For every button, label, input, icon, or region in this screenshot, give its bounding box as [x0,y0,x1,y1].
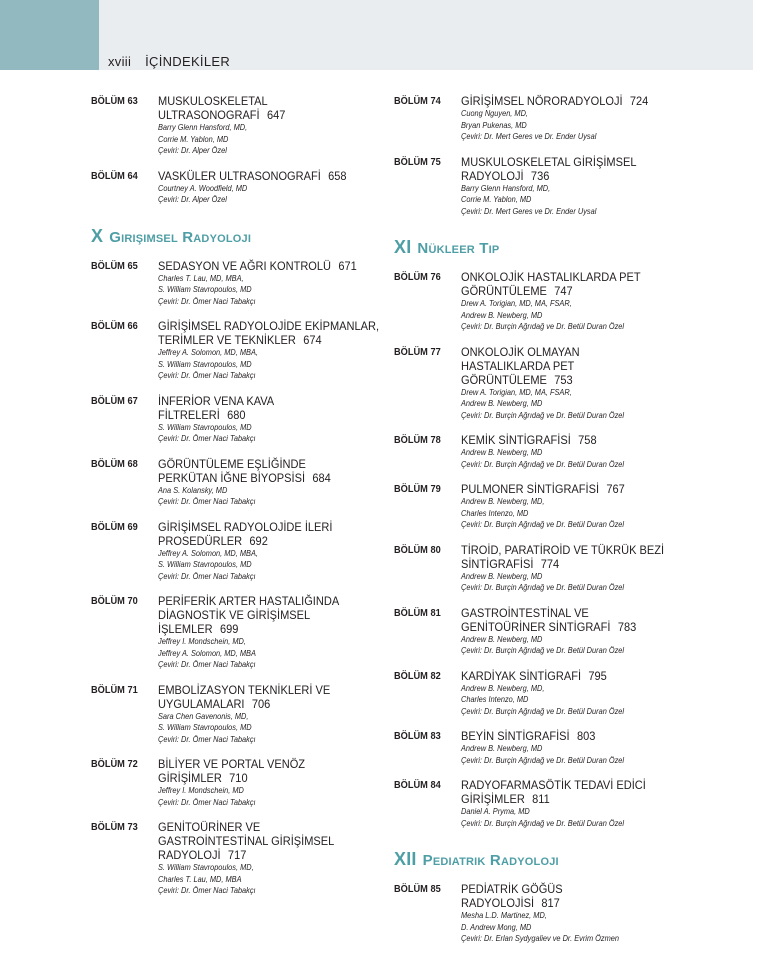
chapter-author: Mesha L.D. Martinez, MD, [461,910,547,920]
chapter-title [158,683,389,711]
chapter-title [461,270,692,298]
chapter-author: Cuong Nguyen, MD, [461,108,528,118]
chapter-title-line: PROSEDÜRLER [158,533,243,548]
chapter-title [158,820,389,862]
chapter-label: BÖLÜM 63 [91,95,138,107]
chapter-title-line: GİRİŞİMLER [461,792,525,806]
chapter-title-line: RADYOLOJİSİ [461,896,535,910]
chapter-author: Çeviri: Dr. Burçin Ağrıdağ ve Dr. Betül Duran Özel [461,754,625,765]
toc-entry [394,543,694,594]
toc-entry [394,778,694,829]
chapter-title-line: UYGULAMALARI [158,696,245,711]
chapter-author: Çeviri: Dr. Ömer Naci Tabakçı [158,659,256,669]
chapter-author: Çeviri: Dr. Ömer Naci Tabakçı [158,370,256,380]
chapter-label: BÖLÜM 70 [91,595,138,607]
chapter-title-line: GASTROİNTESTİNAL VE [461,605,589,620]
chapter-author: Barry Glenn Hansford, MD, [461,182,551,193]
chapter-title-line: DİAGNOSTİK VE GİRİŞİMSEL [158,608,311,622]
chapter-label: BÖLÜM 69 [91,520,138,533]
toc-entry [91,820,391,897]
chapter-page: 758 [578,433,597,447]
chapter-author: Andrew B. Newberg, MD [461,447,543,457]
chapter-author: S. William Stavropoulos, MD, [158,862,254,872]
toc-entry [91,594,391,671]
toc-entry [394,669,694,718]
chapter-title [461,669,692,683]
chapter-author: Ana S. Kolansky, MD [158,484,228,495]
chapter-author: Andrew B. Newberg, MD [461,743,543,753]
chapter-title-line: RADYOLOJİ [158,848,221,862]
chapter-author: Çeviri: Dr. Burçin Ağrıdağ ve Dr. Betül Duran Özel [461,458,625,469]
chapter-label: BÖLÜM 67 [91,394,138,407]
chapter-page: 767 [606,482,625,496]
chapter-title [158,520,389,548]
chapter-title-line: RADYOLOJİ [461,168,524,183]
chapter-title-line: MUSKULOSKELETAL [158,94,268,108]
chapter-title [158,319,389,347]
right-column [394,94,694,957]
chapter-author: Çeviri: Dr. Mert Geres ve Dr. Ender Uysal [461,131,597,141]
chapter-title-line: GİRİŞİMSEL RADYOLOJİDE EKİPMANLAR, [158,319,380,333]
chapter-label: BÖLÜM 84 [394,779,441,791]
chapter-author: Çeviri: Dr. Burçin Ağrıdağ ve Dr. Betül Duran Özel [461,645,625,655]
chapter-title [461,482,692,496]
chapter-title-line: GENİTOÜRİNER VE [158,820,261,834]
chapter-title [158,259,389,273]
chapter-title-line: RADYOFARMASÖTİK TEDAVİ EDİCİ [461,778,646,792]
chapter-title-line: EMBOLİZASYON TEKNİKLERİ VE [158,682,331,697]
chapter-title [461,543,692,571]
toc-entry [394,433,694,470]
chapter-title-line: TİROİD, PARATİROİD VE TÜKRÜK BEZİ [461,542,665,557]
chapter-label: BÖLÜM 73 [91,821,138,833]
chapter-author: Jeffrey A. Solomon, MD, MBA, [158,547,258,558]
chapter-title-line: PEDİATRİK GÖĞÜS [461,882,563,896]
chapter-title [461,345,692,387]
chapter-label: BÖLÜM 72 [91,758,138,770]
chapter-page: 647 [266,108,286,122]
chapter-page: 717 [227,848,247,862]
chapter-page: 692 [249,533,268,548]
toc-entry [394,482,694,531]
chapter-page: 674 [303,333,322,347]
chapter-title [158,457,389,485]
left-column [91,94,391,909]
chapter-title-line: İNFERİOR VENA KAVA [158,393,275,408]
chapter-title-line: PERİFERİK ARTER HASTALIĞINDA [158,594,340,608]
chapter-title-line: GİRİŞİMSEL RADYOLOJİDE İLERİ [158,519,333,534]
chapter-author: Drew A. Torigian, MD, MA, FSAR, [461,386,572,397]
toc-entry [91,457,391,508]
chapter-title-line: GASTROİNTESTİNAL GİRİŞİMSEL [158,834,335,848]
chapter-title-line: ONKOLOJİK HASTALIKLARDA PET [461,270,641,284]
chapter-page: 710 [229,771,248,785]
chapter-author: Çeviri: Dr. Mert Geres ve Dr. Ender Uysal [461,205,597,216]
chapter-author: Andrew B. Newberg, MD [461,309,543,320]
chapter-label: BÖLÜM 75 [394,155,441,168]
chapter-author: Çeviri: Dr. Erlan Sydygaliev ve Dr. Evrim Özmen [461,933,619,943]
chapter-author: Çeviri: Dr. Ömer Naci Tabakçı [158,496,256,506]
chapter-label: BÖLÜM 82 [394,669,441,682]
chapter-author: Andrew B. Newberg, MD [461,570,543,581]
chapter-title [461,778,692,806]
chapter-author: S. William Stavropoulos, MD [158,722,252,732]
toc-entry [394,882,694,945]
chapter-title [158,594,389,636]
chapter-page: 811 [532,792,550,806]
chapter-label: BÖLÜM 71 [91,683,138,696]
chapter-title-line: MUSKULOSKELETAL GİRİŞİMSEL [461,154,637,169]
toc-entry [91,319,391,382]
chapter-title-line: KEMİK SİNTİGRAFİSİ [461,433,571,447]
section-title: Nükleer Tip [417,240,500,257]
chapter-author: Çeviri: Dr. Ömer Naci Tabakçı [158,885,256,895]
chapter-title-line: BEYİN SİNTİGRAFİSİ [461,729,570,743]
toc-entry [91,169,391,206]
chapter-label: BÖLÜM 66 [91,320,138,332]
toc-entry [394,606,694,657]
chapter-title-line: VASKÜLER ULTRASONOGRAFİ [158,168,321,183]
chapter-author: Corrie M. Yablon, MD [158,133,229,144]
chapter-author: Çeviri: Dr. Ömer Naci Tabakçı [158,433,256,443]
chapter-author: S. William Stavropoulos, MD [158,559,252,569]
toc-entry [394,345,694,422]
toc-entry [91,394,391,445]
page-number: xviii [108,54,132,69]
chapter-page: 803 [576,729,596,743]
chapter-author: Jeffrey I. Mondschein, MD [158,785,244,795]
chapter-author: Charles Intenzo, MD [461,507,529,518]
chapter-page: 736 [530,168,550,183]
toc-entry [91,520,391,583]
chapter-author: S. William Stavropoulos, MD [158,421,252,432]
section-title: Girişimsel Radyoloji [109,228,252,246]
chapter-label: BÖLÜM 77 [394,345,441,358]
chapter-page: 680 [227,407,246,422]
chapter-title [461,433,692,447]
chapter-author: Barry Glenn Hansford, MD, [158,122,248,132]
chapter-author: Çeviri: Dr. Burçin Ağrıdağ ve Dr. Betül Duran Özel [461,582,625,592]
chapter-title [461,882,692,910]
chapter-author: Çeviri: Dr. Ömer Naci Tabakçı [158,295,256,306]
chapter-page: 747 [554,284,573,298]
chapter-author: Charles Intenzo, MD [461,694,529,704]
chapter-label: BÖLÜM 80 [394,543,441,556]
section-heading [91,226,391,247]
chapter-title [158,394,389,422]
chapter-author: Bryan Pukenas, MD [461,119,527,130]
chapter-label: BÖLÜM 68 [91,457,138,470]
chapter-title-line: GENİTOÜRİNER SİNTİGRAFİ [461,619,611,634]
toc-entry [394,270,694,333]
chapter-title-line: GÖRÜNTÜLEME [461,284,547,298]
chapter-label: BÖLÜM 83 [394,730,441,742]
chapter-author: D. Andrew Mong, MD [461,921,532,932]
chapter-author: Daniel A. Pryma, MD [461,806,530,816]
chapter-page: 706 [251,696,271,711]
chapter-label: BÖLÜM 64 [91,169,138,182]
chapter-title-line: KARDİYAK SİNTİGRAFİ [461,668,582,683]
chapter-title-line: FİLTRELERİ [158,407,220,422]
chapter-author: Drew A. Torigian, MD, MA, FSAR, [461,298,572,308]
toc-entry [91,683,391,746]
chapter-author: Charles T. Lau, MD, MBA [158,873,242,884]
chapter-page: 817 [541,896,560,910]
chapter-author: Çeviri: Dr. Burçin Ağrıdağ ve Dr. Betül Duran Özel [461,519,625,529]
chapter-title-line: SEDASYON VE AĞRI KONTROLÜ [158,258,332,273]
header-tab [0,0,99,70]
chapter-author: Andrew B. Newberg, MD, [461,682,545,693]
section-number: X [91,225,104,246]
chapter-author: Çeviri: Dr. Ömer Naci Tabakçı [158,733,256,744]
chapter-title-line: ULTRASONOGRAFİ [158,108,260,122]
section-heading [394,237,694,258]
chapter-label: BÖLÜM 85 [394,883,441,895]
chapter-page: 753 [554,372,573,387]
chapter-author: Jeffrey A. Solomon, MD, MBA [158,647,256,658]
page-title: İÇİNDEKİLER [145,54,231,69]
chapter-author: S. William Stavropoulos, MD [158,284,252,294]
chapter-author: Çeviri: Dr. Burçin Ağrıdağ ve Dr. Betül Duran Özel [461,817,625,828]
chapter-title [158,94,389,122]
chapter-author: Jeffrey A. Solomon, MD, MBA, [158,347,258,357]
chapter-title-line: GÖRÜNTÜLEME EŞLİĞİNDE [158,456,306,471]
chapter-page: 684 [312,470,331,485]
chapter-author: Çeviri: Dr. Burçin Ağrıdağ ve Dr. Betül Duran Özel [461,409,625,420]
chapter-title [461,606,692,634]
chapter-author: Jeffrey I. Mondschein, MD, [158,636,246,646]
chapter-author: Çeviri: Dr. Burçin Ağrıdağ ve Dr. Betül Duran Özel [461,705,625,716]
chapter-page: 774 [540,556,560,571]
chapter-page: 795 [588,668,607,683]
toc-entry [394,94,694,143]
chapter-title [461,94,692,108]
chapter-label: BÖLÜM 65 [91,259,138,272]
toc-entry [91,94,391,157]
chapter-title-line: İŞLEMLER [158,622,213,636]
chapter-title [461,155,692,183]
section-heading [394,849,694,870]
chapter-author: Çeviri: Dr. Ömer Naci Tabakçı [158,570,256,581]
chapter-title-line: ONKOLOJİK OLMAYAN [461,344,580,359]
chapter-label: BÖLÜM 81 [394,606,441,619]
chapter-title [158,757,389,785]
chapter-author: Sara Chen Gavenonis, MD, [158,710,249,721]
chapter-title [158,169,389,183]
chapter-title-line: TERİMLER VE TEKNİKLER [158,333,296,347]
section-title: Pediatrik Radyoloji [422,852,559,869]
chapter-page: 699 [219,622,239,636]
chapter-title-line: GÖRÜNTÜLEME [461,372,547,387]
chapter-author: Corrie M. Yablon, MD [461,194,532,204]
chapter-title-line: SİNTİGRAFİSİ [461,556,534,571]
chapter-author: Andrew B. Newberg, MD [461,398,543,408]
chapter-page: 724 [629,94,649,108]
chapter-title-line: PERKÜTAN İĞNE BİYOPSİSİ [158,470,306,485]
chapter-label: BÖLÜM 78 [394,434,441,446]
chapter-title-line: PULMONER SİNTİGRAFİSİ [461,482,600,496]
chapter-title [461,729,692,743]
chapter-author: Çeviri: Dr. Alper Özel [158,194,227,204]
chapter-title-line: HASTALIKLARDA PET [461,358,575,373]
chapter-title-line: GİRİŞİMLER [158,771,222,785]
chapter-author: S. William Stavropoulos, MD [158,358,252,369]
chapter-title-line: BİLİYER VE PORTAL VENÖZ [158,757,306,771]
toc-entry [91,259,391,308]
chapter-title-line: GİRİŞİMSEL NÖRORADYOLOJİ [461,94,623,108]
chapter-label: BÖLÜM 74 [394,95,441,107]
chapter-page: 658 [328,168,347,183]
toc-entry [394,155,694,218]
section-number: XII [394,849,417,869]
chapter-author: Andrew B. Newberg, MD, [461,496,545,506]
page-header [108,54,230,69]
chapter-author: Çeviri: Dr. Burçin Ağrıdağ ve Dr. Betül Duran Özel [461,321,625,331]
chapter-author: Çeviri: Dr. Ömer Naci Tabakçı [158,796,256,807]
chapter-label: BÖLÜM 79 [394,483,441,495]
chapter-page: 783 [617,619,637,634]
toc-entry [91,757,391,808]
chapter-page: 671 [338,258,357,273]
chapter-author: Courtney A. Woodfield, MD [158,182,248,193]
chapter-label: BÖLÜM 76 [394,271,441,283]
toc-entry [394,729,694,766]
section-number: XI [394,237,412,257]
chapter-author: Çeviri: Dr. Alper Özel [158,145,227,155]
chapter-author: Andrew B. Newberg, MD [461,633,543,644]
chapter-author: Charles T. Lau, MD, MBA, [158,272,244,283]
